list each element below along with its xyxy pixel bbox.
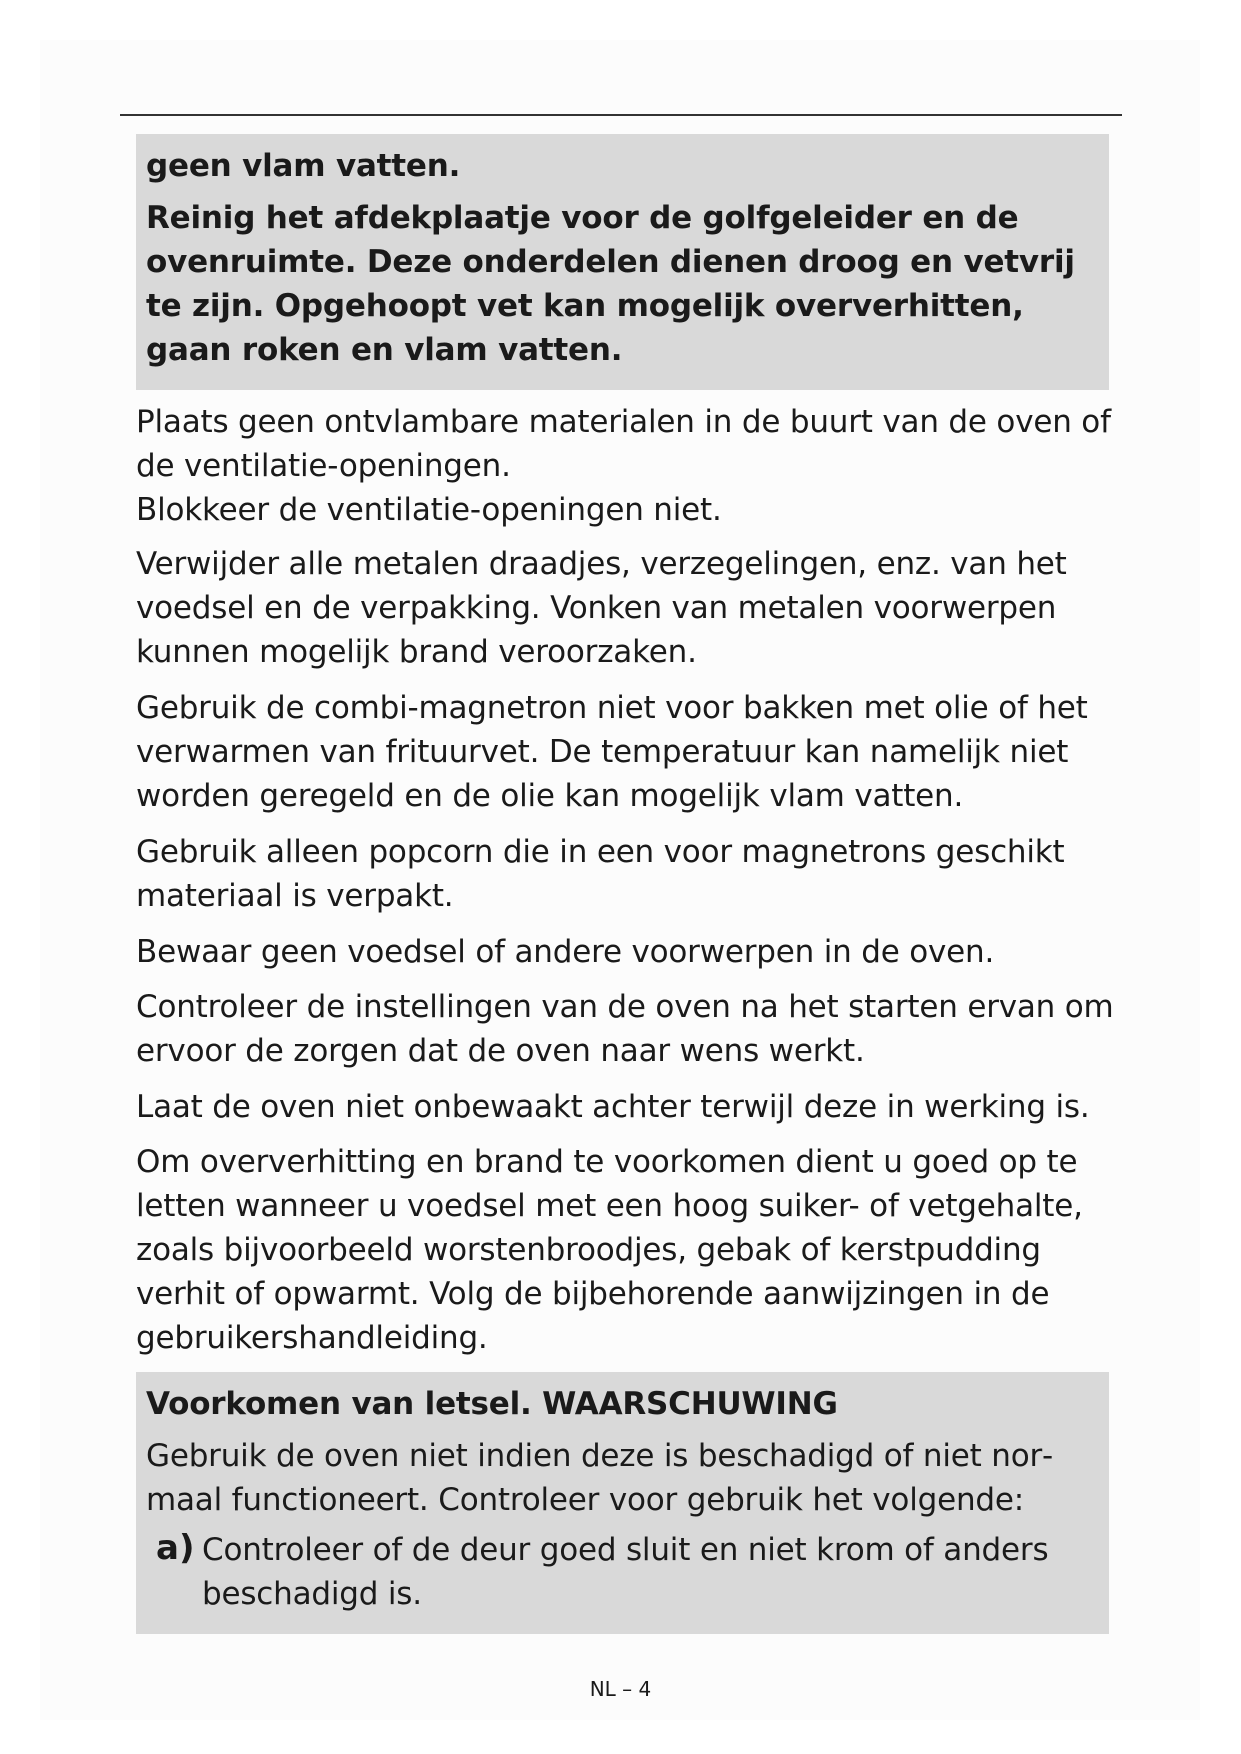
warning-paragraph-damaged: Gebruik de oven niet indien deze is beschadigd of niet normaal functioneert. Controleer voor gebruik het volgende:	[146, 1438, 1054, 1518]
list-marker: a)	[156, 1528, 195, 1568]
paragraph-storage: Bewaar geen voedsel of andere voorwerpen in de oven.	[136, 934, 995, 970]
list-item	[146, 1528, 1099, 1616]
warning-paragraph-clean: Reinig het afdekplaatje voor de golfgeleider en de ovenruimte. Deze onderdelen dienen droog en vetvrij te zijn. Opgehoopt vet kan mogelijk oververhitten, gaan roken en vlam vatten.	[146, 200, 1075, 368]
warning-box-injury	[136, 1372, 1109, 1634]
paragraph-unattended: Laat de oven niet onbewaakt achter terwijl deze in werking is.	[136, 1089, 1090, 1125]
list-item-text: Controleer of de deur goed sluit en niet krom of anders beschadigd is.	[202, 1532, 1049, 1612]
warning-heading-injury: Voorkomen van letsel. WAARSCHUWING	[146, 1386, 838, 1422]
top-rule	[120, 114, 1122, 116]
paragraph-popcorn: Gebruik alleen popcorn die in een voor magnetrons geschikt materiaal is verpakt.	[136, 834, 1065, 914]
paragraph-overheating: Om oververhitting en brand te voorkomen dient u goed op te letten wanneer u voedsel met een hoog suiker- of vetgehalte, zoals bijvoorbeeld worstenbroodjes, gebak of kerstpudding verhit of opwarmt. Volg de bijbehorende aanwijzingen in de gebruikershandleiding.	[136, 1144, 1083, 1356]
paragraph-metal: Verwijder alle metalen draadjes, verzegelingen, enz. van het voedsel en de verpakking. Vonken van metalen voorwerpen kunnen mogelijk brand veroorzaken.	[136, 546, 1067, 670]
paragraph-settings: Controleer de instellingen van de oven na het starten ervan om ervoor de zorgen dat de oven naar wens werkt.	[136, 989, 1114, 1069]
warning-line-continuation: geen vlam vatten.	[146, 148, 461, 184]
paragraph-ventilation: Blokkeer de ventilatie-openingen niet.	[136, 492, 722, 528]
warning-box-fire	[136, 134, 1109, 390]
paragraph-oil: Gebruik de combi-magnetron niet voor bakken met olie of het verwarmen van frituurvet. De temperatuur kan namelijk niet worden geregeld en de olie kan mogelijk vlam vatten.	[136, 690, 1088, 814]
paragraph-flammable: Plaats geen ontvlambare materialen in de buurt van de oven of de ventilatie-openingen.	[136, 404, 1111, 484]
page-number: NL – 4	[589, 1677, 652, 1701]
